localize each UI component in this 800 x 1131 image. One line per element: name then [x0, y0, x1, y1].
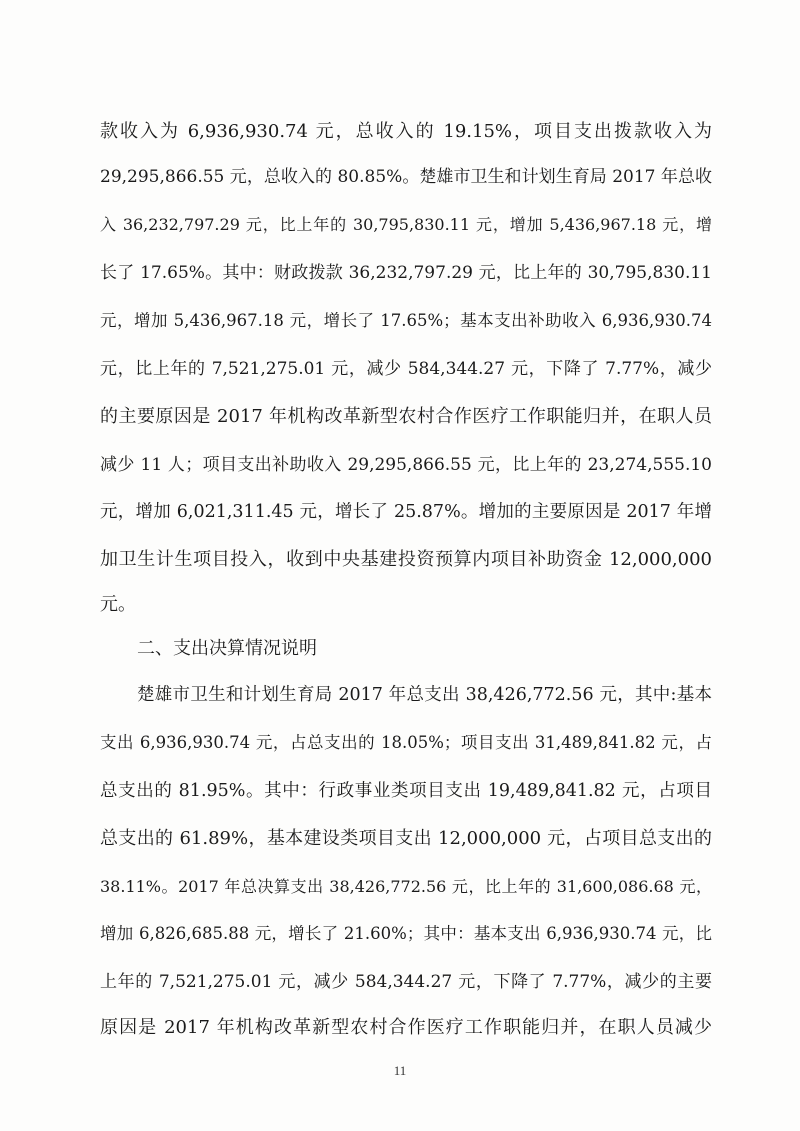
- income-line-9: 元，增加 6,021,311.45 元，增长了 25.87%。增加的主要原因是 2017 年增: [100, 502, 712, 522]
- income-line-4: 长了 17.65%。其中：财政拨款 36,232,797.29 元，比上年的 30,795,830.11: [100, 263, 712, 283]
- income-line-8: 减少 11 人；项目支出补助收入 29,295,866.55 元，比上年的 23,274,555.10: [100, 455, 712, 475]
- income-line-1: 款收入为 6,936,930.74 元，总收入的 19.15%，项目支出拨款收入为: [100, 121, 712, 142]
- expense-line-2: 支出 6,936,930.74 元，占总支出的 18.05%；项目支出 31,489,841.82 元，占: [100, 733, 712, 752]
- section-heading: 二、支出决算情况说明: [137, 638, 317, 659]
- income-line-10: 加卫生计生项目投入，收到中央基建投资预算内项目补助资金 12,000,000: [100, 549, 712, 570]
- page-number: 11: [393, 1063, 407, 1078]
- expense-line-5: 38.11%。2017 年总决算支出 38,426,772.56 元，比上年的 31,600,086.68 元，: [100, 877, 712, 896]
- income-line-6: 元，比上年的 7,521,275.01 元，减少 584,344.27 元，下降了 7.77%，减少: [100, 359, 712, 379]
- income-line-7: 的主要原因是 2017 年机构改革新型农村合作医疗工作职能归并，在职人员: [100, 406, 712, 427]
- income-line-3: 入 36,232,797.29 元，比上年的 30,795,830.11 元，增加 5,436,967.18 元，增: [100, 215, 712, 234]
- expense-line-4: 总支出的 61.89%，基本建设类项目支出 12,000,000 元，占项目总支出的: [100, 828, 712, 849]
- expense-line-7: 上年的 7,521,275.01 元，减少 584,344.27 元，下降了 7.77%，减少的主要: [100, 972, 712, 992]
- expense-line-6: 增加 6,826,685.88 元，增长了 21.60%；其中：基本支出 6,936,930.74 元，比: [100, 924, 712, 943]
- income-line-5: 元，增加 5,436,967.18 元，增长了 17.65%；基本支出补助收入 6,936,930.74: [100, 311, 712, 330]
- income-line-2: 29,295,866.55 元，总收入的 80.85%。楚雄市卫生和计划生育局 2017 年总收: [100, 167, 712, 187]
- expense-line-8: 原因是 2017 年机构改革新型农村合作医疗工作职能归并，在职人员减少: [100, 1017, 712, 1038]
- expense-line-3: 总支出的 81.95%。其中：行政事业类项目支出 19,489,841.82 元，占项目: [100, 781, 712, 801]
- expense-line-1: 楚雄市卫生和计划生育局 2017 年总支出 38,426,772.56 元，其中:基本: [137, 685, 712, 705]
- income-line-11: 元。: [100, 594, 136, 615]
